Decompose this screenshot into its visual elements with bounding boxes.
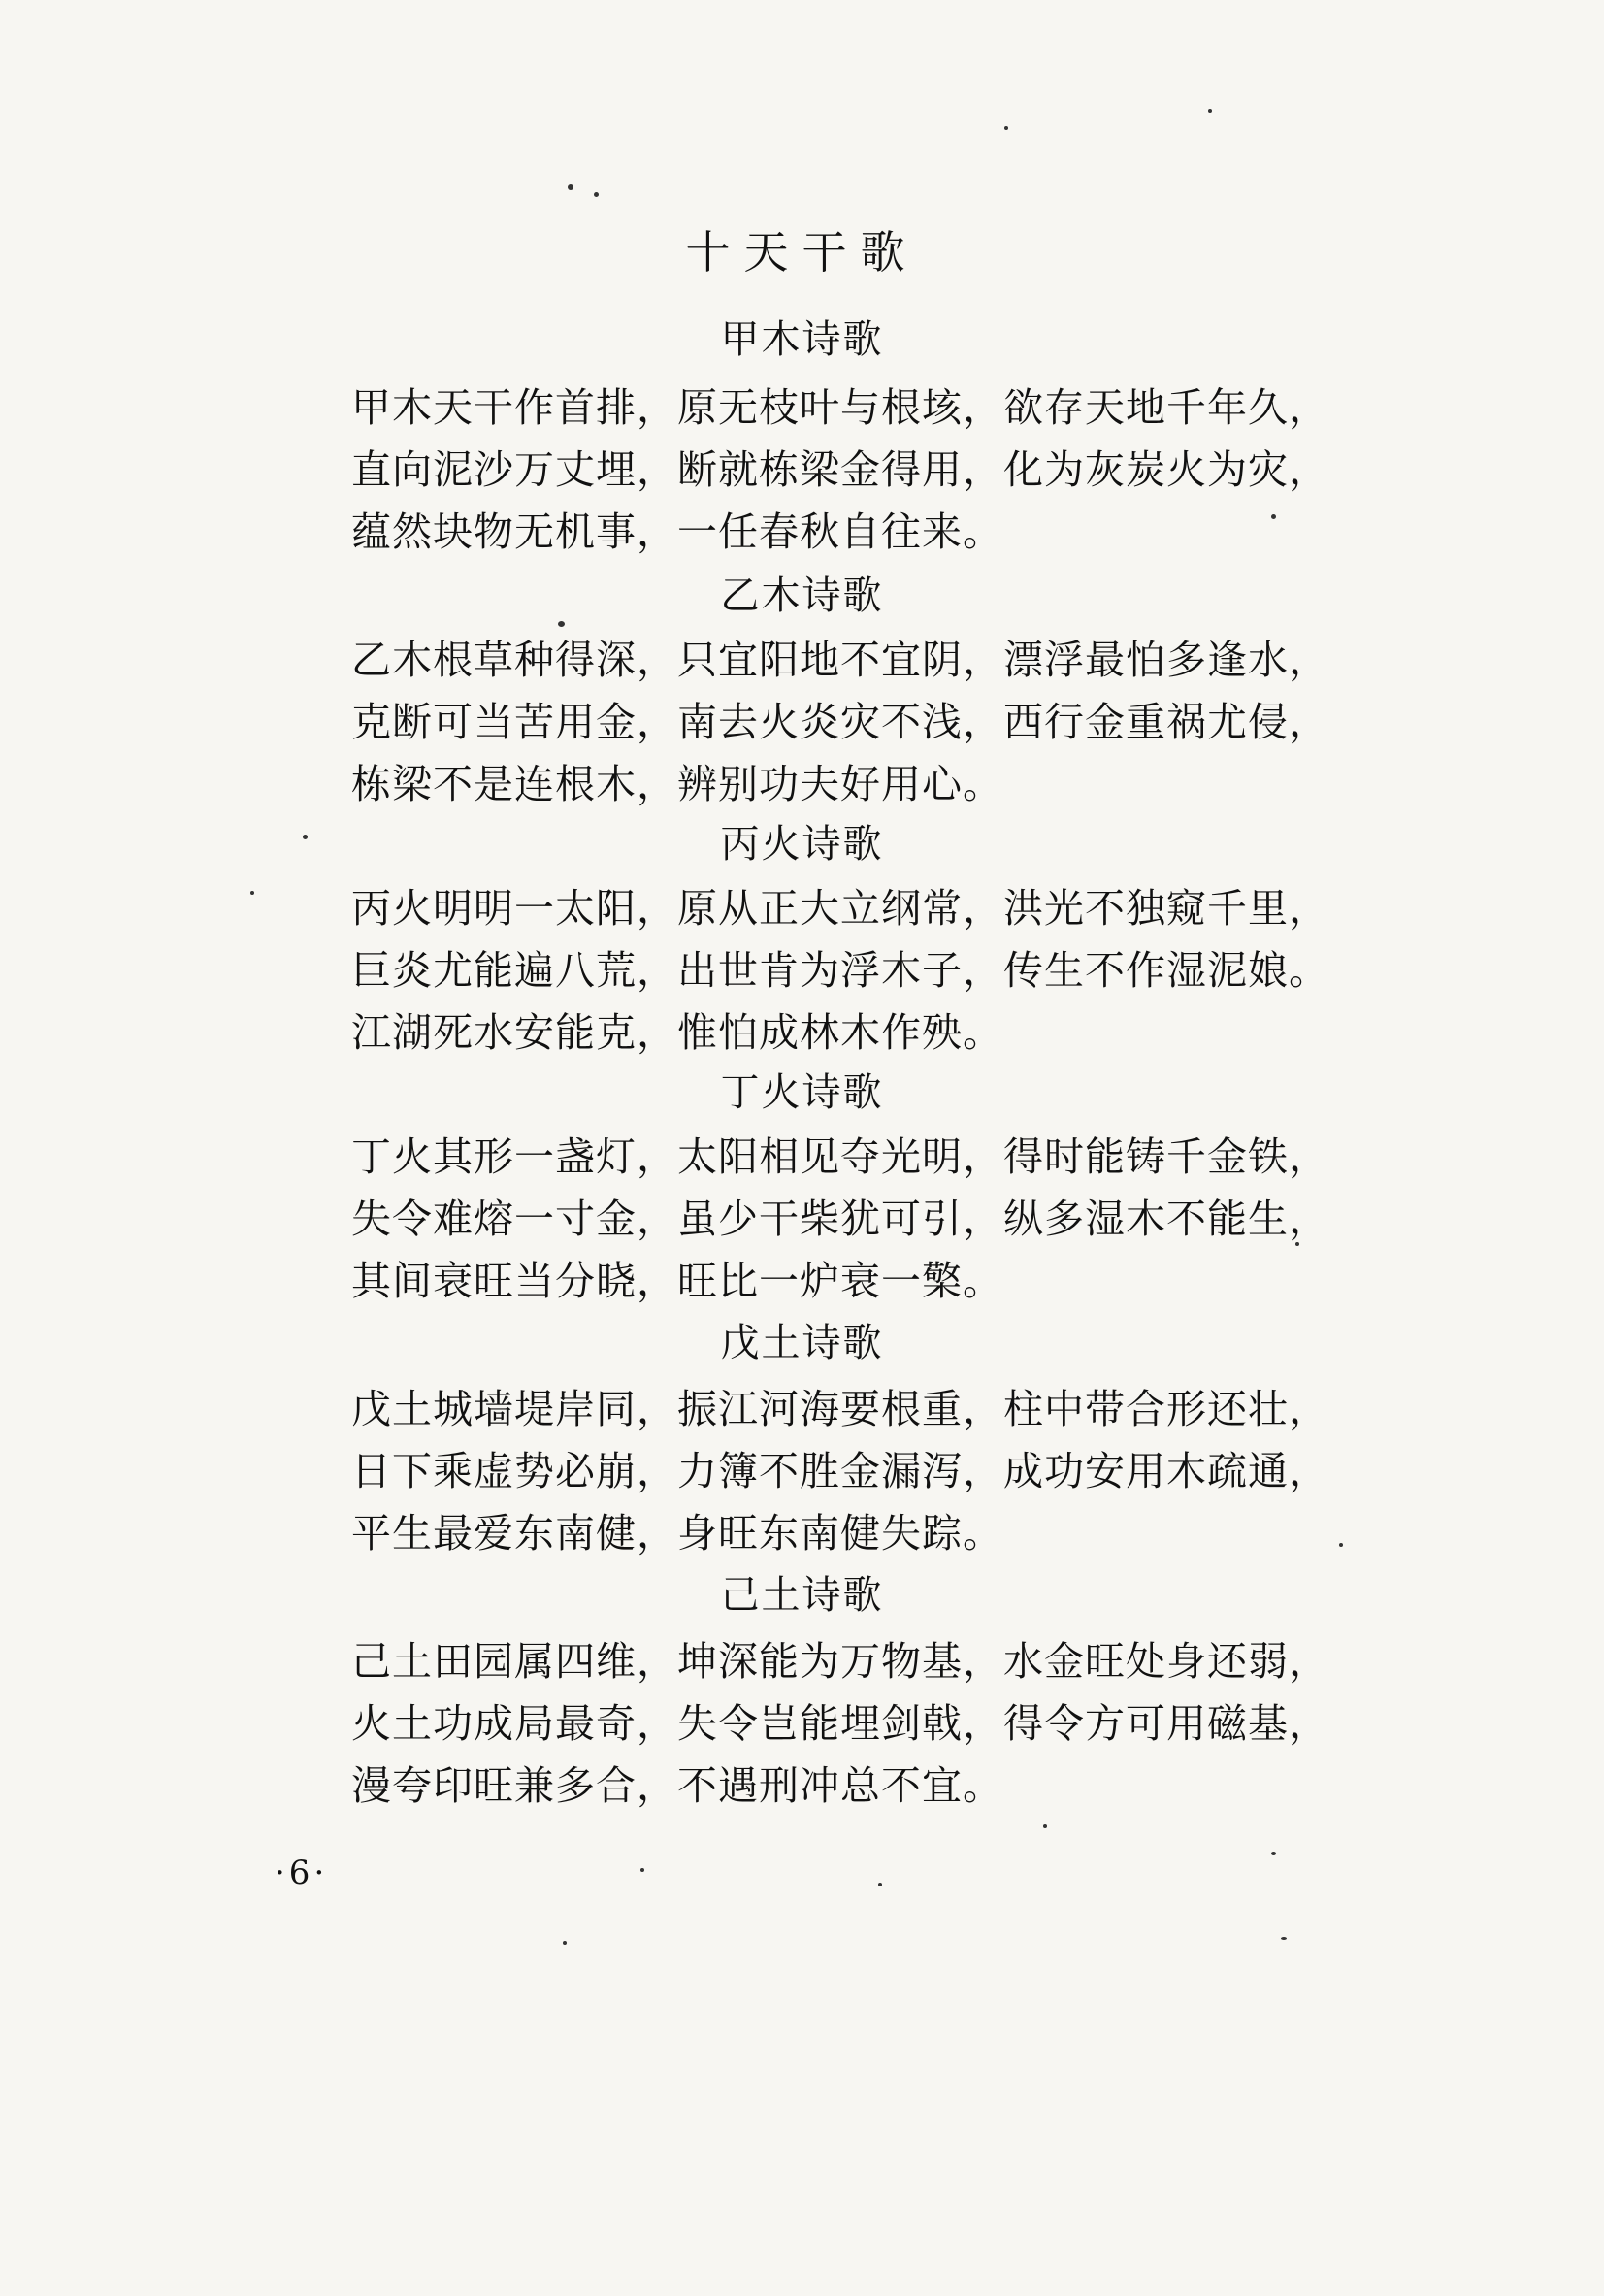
scan-speck [558,621,565,627]
section-heading-dinghuo: 丁火诗歌 [720,1070,884,1115]
poem-line: 蕴然块物无机事，一任春秋自往来。 [351,508,1003,555]
poem-line: 火土功成局最奇，失令岂能埋剑戟，得令方可用磁基， [351,1700,1329,1747]
scan-speck [1339,1543,1343,1547]
poem-line: 甲木天干作首排，原无枝叶与根垓，欲存天地千年久， [351,384,1329,431]
poem-line: 巨炎尤能遍八荒，出世肯为浮木子，传生不作湿泥娘。 [351,947,1329,994]
scan-speck [250,891,254,895]
poem-line: 直向泥沙万丈埋，断就栋梁金得用，化为灰炭火为灾， [351,446,1329,493]
scan-speck [563,1941,567,1945]
scan-speck [1281,1937,1287,1940]
poem-line: 克断可当苦用金，南去火炎灾不浅，西行金重祸尤侵， [351,699,1329,745]
poem-line: 江湖死水安能克，惟怕成林木作殃。 [351,1009,1003,1056]
scan-speck [594,192,599,197]
scan-speck [303,835,308,839]
poem-line: 栋梁不是连根木，辨别功夫好用心。 [351,761,1003,807]
poem-line: 平生最爱东南健，身旺东南健失踪。 [351,1510,1003,1557]
poem-line: 丙火明明一太阳，原从正大立纲常，洪光不独窥千里， [351,885,1329,932]
poem-line: 己土田园属四维，坤深能为万物基，水金旺处身还弱， [351,1638,1329,1685]
section-heading-jiamu: 甲木诗歌 [720,317,884,362]
poem-line: 乙木根草种得深，只宜阳地不宜阴，漂浮最怕多逢水， [351,637,1329,683]
section-heading-wutu: 戊土诗歌 [720,1321,884,1365]
poem-line: 丁火其形一盏灯，太阳相见夺光明，得时能铸千金铁， [351,1133,1329,1180]
section-heading-jitu: 己土诗歌 [720,1573,884,1618]
scan-speck [1271,514,1276,519]
poem-line: 戊土城墙堤岸同，振江河海要根重，柱中带合形还壮， [351,1386,1329,1432]
poem-line: 失令难熔一寸金，虽少干柴犹可引，纵多湿木不能生， [351,1196,1329,1242]
page-title: 十天干歌 [685,226,919,279]
scan-speck [1004,126,1008,130]
scan-speck [878,1883,882,1886]
scan-speck [640,1868,644,1872]
section-heading-binghuo: 丙火诗歌 [720,822,884,867]
poem-line: 其间衰旺当分晓，旺比一炉衰一檠。 [351,1258,1003,1304]
scan-speck [1295,1242,1299,1246]
poem-line: 日下乘虚势必崩，力簿不胜金漏泻，成功安用木疏通， [351,1448,1329,1494]
poem-line: 漫夸印旺兼多合，不遇刑冲总不宜。 [351,1762,1003,1809]
section-heading-yimu: 乙木诗歌 [720,574,884,618]
scan-speck [1271,1852,1276,1855]
scan-speck [1043,1824,1047,1828]
page-number: ·6· [275,1853,329,1892]
scan-speck [1208,109,1212,113]
scan-speck [568,184,573,190]
